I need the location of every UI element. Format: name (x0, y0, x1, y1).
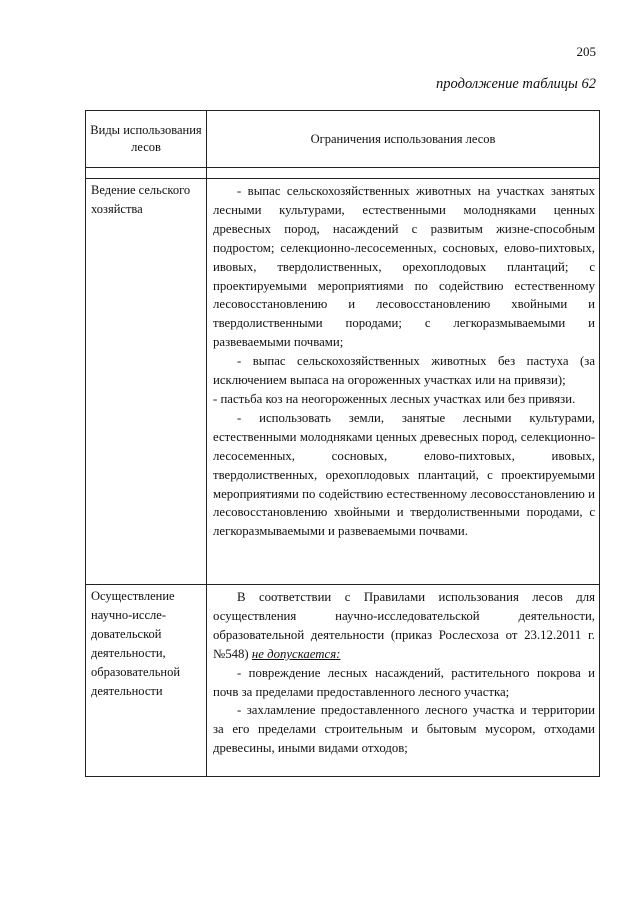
restriction-item: - захламление предоставленного лесного участка и территории за его пределами строительным и бытовым мусором, отходами древесины, иными видами отходов; (213, 703, 595, 756)
header-kind: Виды использования лесов (86, 111, 207, 168)
header-restrictions: Ограничения использования лесов (207, 111, 600, 168)
restriction-item: - повреждение лесных насаждений, растительного покрова и почв за пределами предоставленного лесного участка; (213, 665, 595, 699)
table-row (86, 585, 600, 777)
restriction-item: - пастьба коз на неогороженных лесных участках или без привязи. (213, 391, 576, 406)
table-continuation-label: продолжение таблицы 62 (436, 76, 596, 92)
row-kind: Ведение сельского хозяйства (86, 179, 207, 585)
restriction-intro (213, 588, 595, 664)
restriction-item: - выпас сельскохозяйственных животных на участках занятых лесными культурами, естественными молодняками ценных древесных пород, насаждений с развитым жизне-способным подростом; селекционно-лесосеменных, сосновых, елово-пихтовых, ивовых, твердолиственных, орехоплодовых плантаций; с проектируемыми мероприятиями по содействию естественному лесовосстановлению и лесовосстановлению хвойными и твердолиственными породами; с легкоразмываемыми и развеваемыми почвами; (213, 184, 595, 350)
intro-emphasis: не допускается: (251, 646, 341, 661)
intro-text: В соответствии с Правилами использования лесов для осуществления научно-исследовательской деятельности, образовательной деятельности (приказ Рослесхоза от 23.12.2011 г. №548) (213, 590, 595, 661)
restriction-item: - использовать земли, занятые лесными культурами, естественными молодняками ценных древесных пород, селекционно-лесосеменных, сосновых, елово-пихтовых, ивовых, твердолиственных, орехоплодовых плантаций, с проектируемыми мероприятиями по содействию естественному лесовосстановлению и лесовосстановлению хвойными и твердолиственными породами, с легкоразмываемыми и развеваемыми почвами. (213, 410, 595, 539)
page-number: 205 (576, 44, 596, 59)
row-kind: Осуществление научно-иссле-довательской деятельности, образовательной деятельности (86, 585, 207, 777)
restriction-item: - выпас сельскохозяйственных животных без пастуха (за исключением выпаса на огороженных участках или на привязи); (213, 354, 595, 388)
table-header-row (86, 111, 600, 168)
table-row (86, 179, 600, 585)
restrictions-table (85, 110, 600, 777)
row-restrictions (207, 585, 600, 777)
table-spacer-row (86, 168, 600, 179)
row-restrictions (207, 179, 600, 585)
